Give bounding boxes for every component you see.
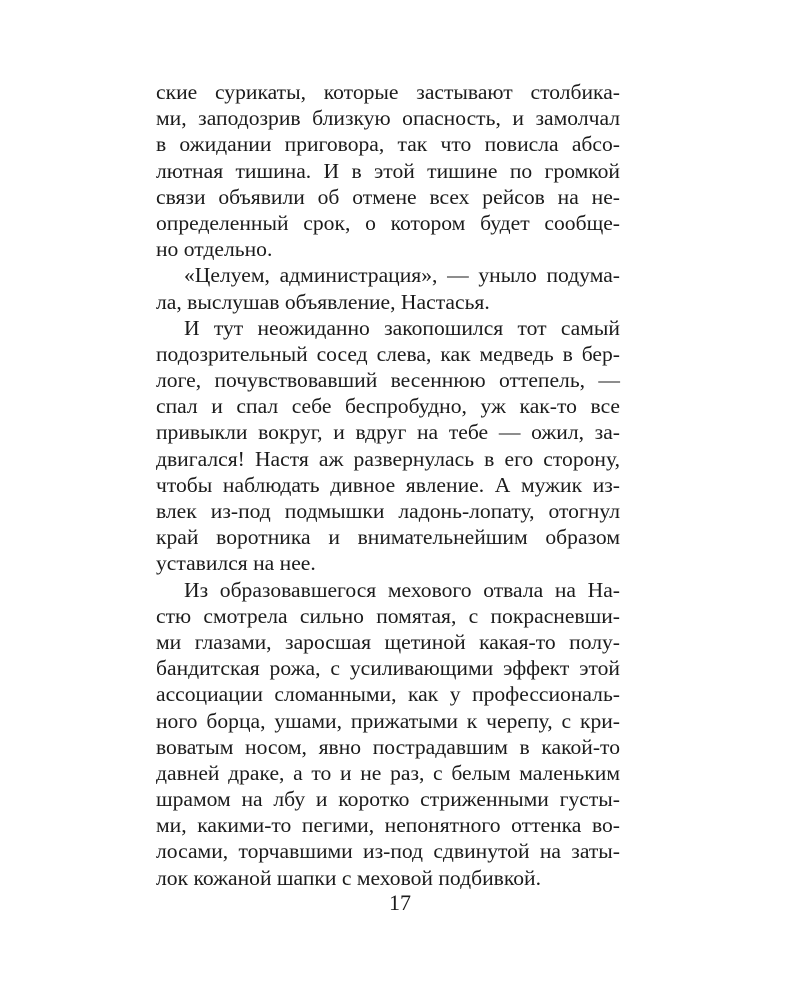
text-line: ские сурикаты, которые застывают столбика- bbox=[156, 80, 620, 104]
text-line: двигался! Настя аж развернулась в его сторону, bbox=[156, 446, 620, 471]
text-line: подозрительный сосед слева, как медведь в бер- bbox=[156, 341, 620, 366]
text-line: ми, заподозрив близкую опасность, и замолчал bbox=[156, 106, 620, 131]
text-line: в ожидании приговора, так что повисла абсо- bbox=[156, 132, 620, 157]
page-number: 17 bbox=[389, 890, 411, 915]
text-line: лосами, торчавшими из-под сдвинутой на заты- bbox=[156, 839, 620, 864]
text-line: определенный срок, о котором будет сообще- bbox=[156, 210, 620, 235]
text-line: Из образовавшегося мехового отвала на На- bbox=[184, 577, 620, 602]
text-line: ми, какими-то пегими, непонятного оттенка во- bbox=[156, 813, 620, 838]
text-line: логе, почувствовавший весеннюю оттепель, — bbox=[156, 368, 620, 393]
text-line: уставился на нее. bbox=[156, 551, 316, 576]
text-line: спал и спал себе беспробудно, уж как-то все bbox=[156, 394, 620, 419]
text-line: привыкли вокруг, и вдруг на тебе — ожил, за- bbox=[156, 420, 620, 445]
text-line: ла, выслушав объявление, Настасья. bbox=[156, 289, 490, 314]
body-text bbox=[156, 79, 620, 891]
text-line: лютная тишина. И в этой тишине по громкой bbox=[156, 158, 620, 183]
text-line: И тут неожиданно закопошился тот самый bbox=[184, 315, 620, 340]
text-line: ного борца, ушами, прижатыми к черепу, с кри- bbox=[156, 708, 620, 733]
text-line: «Целуем, администрация», — уныло подума- bbox=[184, 263, 620, 288]
text-line: связи объявили об отмене всех рейсов на не- bbox=[156, 184, 620, 209]
text-line: край воротника и внимательнейшим образом bbox=[156, 525, 620, 550]
text-line: воватым носом, явно пострадавшим в какой-то bbox=[156, 734, 620, 759]
text-line: давней драке, а то и не раз, с белым маленьким bbox=[156, 760, 620, 785]
text-line: стю смотрела сильно помятая, с покрасневши- bbox=[156, 603, 620, 628]
text-line: лок кожаной шапки с меховой подбивкой. bbox=[156, 865, 541, 890]
text-line: ми глазами, заросшая щетиной какая-то полу- bbox=[156, 629, 620, 654]
text-line: бандитская рожа, с усиливающими эффект этой bbox=[156, 656, 620, 681]
text-line: шрамом на лбу и коротко стриженными густы- bbox=[156, 787, 620, 812]
text-line: чтобы наблюдать дивное явление. А мужик из- bbox=[156, 472, 620, 497]
text-line: но отдельно. bbox=[156, 237, 273, 262]
text-line: влек из-под подмышки ладонь-лопату, отогнул bbox=[156, 499, 620, 523]
text-line: ассоциации сломанными, как у профессиональ- bbox=[156, 682, 620, 707]
